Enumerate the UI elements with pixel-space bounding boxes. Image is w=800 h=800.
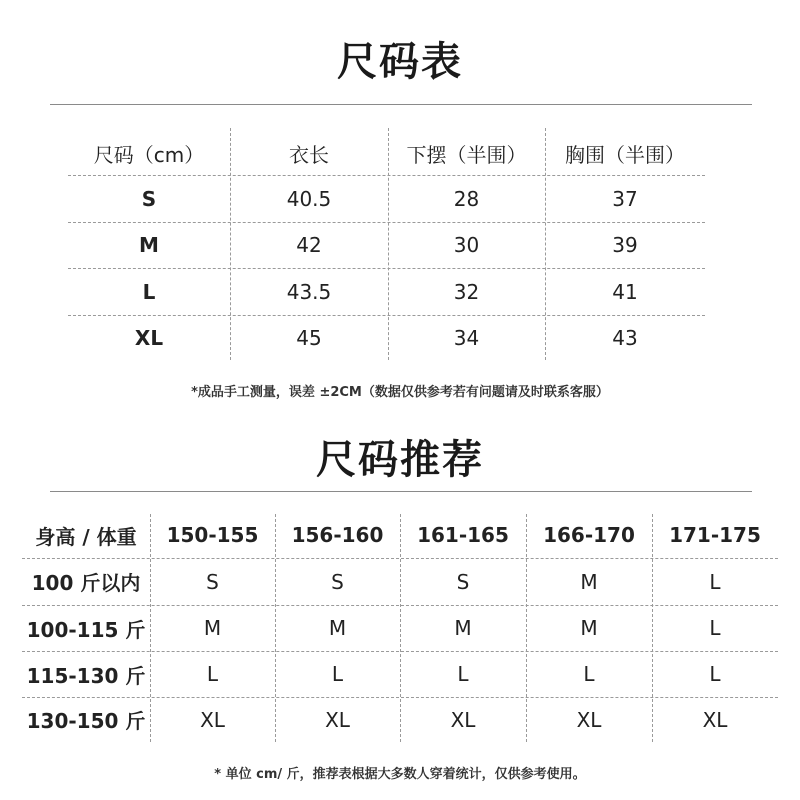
size-recommend-cell: M xyxy=(580,616,598,640)
size-recommend-cell: XL xyxy=(576,707,602,732)
size-chart-cell: 41 xyxy=(612,279,638,304)
size-chart-header-cell: 尺码（cm） xyxy=(93,143,205,167)
size-chart-cell: 32 xyxy=(453,279,480,304)
size-chart-size-label: L xyxy=(142,279,156,304)
size-recommend-title: 尺码推荐 xyxy=(316,437,484,483)
size-recommend-cell: L xyxy=(709,569,721,594)
size-recommend-cell: M xyxy=(203,616,222,640)
size-chart-note: *成品手工测量，误差 ±2CM（数据仅供参考若有问题请及时联系客服） xyxy=(191,385,609,400)
size-recommend-cell: S xyxy=(456,569,470,594)
size-recommend-cell: L xyxy=(457,662,469,686)
size-recommend-cell: M xyxy=(454,616,472,640)
size-recommend-cell: L xyxy=(331,662,344,686)
size-recommend-weight-label: 115-130 斤 xyxy=(26,663,146,688)
size-recommend-col-divider xyxy=(150,514,151,742)
size-chart-header-cell: 衣长 xyxy=(289,143,329,167)
size-recommend-cell: M xyxy=(580,569,598,594)
size-recommend-cell: L xyxy=(709,616,721,640)
size-chart-cell: 30 xyxy=(453,233,480,257)
size-chart-col-divider xyxy=(230,128,231,360)
size-recommend-cell: M xyxy=(328,616,347,640)
size-recommend-cell: XL xyxy=(450,707,476,732)
size-chart-cell: 39 xyxy=(612,233,638,257)
size-recommend-cell: L xyxy=(206,662,219,686)
size-chart-size-label: S xyxy=(141,186,157,211)
size-chart-row-divider xyxy=(68,315,705,316)
size-recommend-col-divider xyxy=(652,514,653,742)
size-recommend-height-header: 150-155 xyxy=(166,523,259,547)
size-recommend-height-header: 171-175 xyxy=(669,523,761,547)
size-chart-size-label: M xyxy=(139,233,159,257)
size-chart-row-divider xyxy=(68,268,705,269)
size-chart-cell: 43.5 xyxy=(286,279,332,304)
size-recommend-weight-label: 100 斤以内 xyxy=(31,571,141,595)
size-chart-cell: 43 xyxy=(612,325,638,350)
size-chart-title-rule xyxy=(50,104,752,105)
size-chart-cell: 40.5 xyxy=(286,186,332,211)
size-recommend-col-divider xyxy=(400,514,401,742)
size-chart-size-label: XL xyxy=(134,325,164,350)
size-chart-cell: 45 xyxy=(296,325,322,350)
size-recommend-col-divider xyxy=(526,514,527,742)
size-recommend-height-header: 166-170 xyxy=(543,523,635,547)
size-recommend-cell: L xyxy=(709,662,721,686)
size-recommend-col-divider xyxy=(275,514,276,742)
size-recommend-note: * 单位 cm/ 斤，推荐表根据大多数人穿着统计，仅供参考使用。 xyxy=(214,767,586,782)
size-chart-row-divider xyxy=(68,222,705,223)
size-recommend-weight-label: 100-115 斤 xyxy=(26,617,146,642)
size-recommend-height-header: 156-160 xyxy=(291,523,384,547)
size-recommend-title-rule xyxy=(50,491,752,492)
size-chart-cell: 34 xyxy=(453,325,480,350)
size-chart-cell: 42 xyxy=(296,233,322,257)
size-recommend-cell: S xyxy=(206,569,219,594)
size-chart-title: 尺码表 xyxy=(337,39,463,85)
size-chart-col-divider xyxy=(388,128,389,360)
size-recommend-cell: XL xyxy=(702,707,728,732)
size-chart-header-cell: 下摆（半围） xyxy=(406,143,527,167)
size-recommend-cell: XL xyxy=(325,707,350,732)
size-chart-header-cell: 胸围（半围） xyxy=(565,143,685,167)
size-chart-col-divider xyxy=(545,128,546,360)
size-recommend-height-header: 161-165 xyxy=(417,523,509,547)
size-recommend-corner-label: 身高 / 体重 xyxy=(35,524,137,549)
size-recommend-cell: XL xyxy=(200,707,225,732)
size-recommend-weight-label: 130-150 斤 xyxy=(26,709,146,733)
size-recommend-cell: S xyxy=(331,569,344,594)
size-recommend-cell: L xyxy=(583,662,595,686)
size-chart-row-divider xyxy=(68,175,705,176)
size-chart-cell: 37 xyxy=(612,186,638,211)
size-chart-cell: 28 xyxy=(453,186,480,211)
